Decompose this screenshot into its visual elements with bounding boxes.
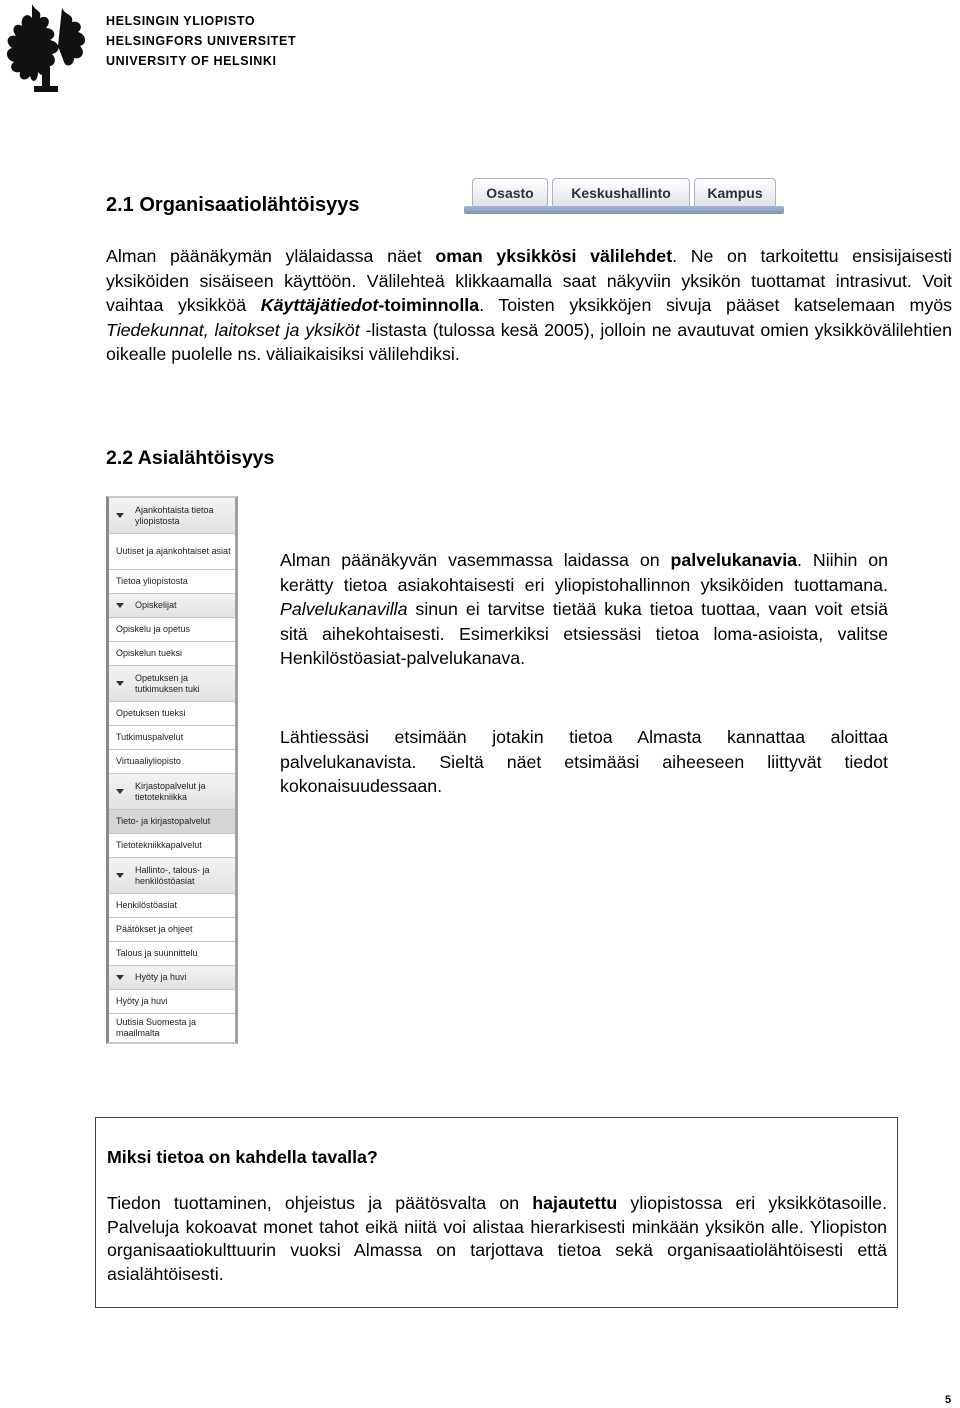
text-run-bold-italic: Käyttäjätiedot — [260, 295, 379, 315]
text-run: Tiedon tuottaminen, ohjeistus ja päätösvalta on — [107, 1193, 533, 1213]
text-run: sinun ei tarvitse tietää kuka tietoa tuottaa, vaan voit etsiä sitä aihekohtaisesti. Esimerkiksi etsiessäsi tietoa loma-asioista, valitse Henkilöstöasiat-palvelukanava. — [280, 599, 888, 668]
nav-item-active[interactable] — [109, 810, 235, 834]
chevron-down-icon — [116, 873, 124, 878]
info-box — [95, 1117, 898, 1308]
tab-kampus[interactable]: Kampus — [694, 178, 776, 206]
university-header — [0, 0, 297, 96]
chevron-down-icon — [116, 789, 124, 794]
nav-item-label: Hyöty ja huvi — [135, 972, 187, 982]
tab-keskushallinto[interactable]: Keskushallinto — [552, 178, 690, 206]
nav-item[interactable] — [109, 834, 235, 858]
tabs-underline-bar — [464, 206, 784, 214]
nav-item[interactable] — [109, 618, 235, 642]
section-heading-topic: 2.2 Asialähtöisyys — [106, 447, 275, 469]
nav-item[interactable] — [109, 702, 235, 726]
nav-item-label: Opetuksen ja tutkimuksen tuki — [135, 672, 200, 694]
nav-item-label: Henkilöstöasiat — [116, 900, 178, 910]
nav-item-label: Talous ja suunnittelu — [116, 948, 198, 958]
nav-item-label: Opiskelun tueksi — [116, 648, 183, 658]
nav-item-label: Tietotekniikkapalvelut — [116, 840, 202, 850]
nav-item[interactable] — [109, 750, 235, 774]
nav-item[interactable] — [109, 726, 235, 750]
text-run: Alman päänäkyvän vasemmassa laidassa on — [280, 550, 671, 570]
nav-item-label: Päätökset ja ohjeet — [116, 924, 193, 934]
nav-item-label: Tieto- ja kirjastopalvelut — [116, 816, 211, 826]
service-channel-menu-screenshot — [106, 496, 238, 1044]
chevron-down-icon — [116, 975, 124, 980]
logo-line-english: UNIVERSITY OF HELSINKI — [106, 54, 277, 68]
nav-item-label: Uutisia Suomesta ja maailmalta — [116, 1017, 197, 1038]
nav-item-label: Ajankohtaista tietoa yliopistosta — [135, 504, 214, 526]
nav-item-label: Virtuaaliyliopisto — [116, 756, 181, 766]
page-number: 5 — [945, 1394, 952, 1406]
section-heading-organisation: 2.1 Organisaatiolähtöisyys — [106, 194, 360, 216]
chevron-down-icon — [116, 681, 124, 686]
organisation-paragraph — [106, 244, 952, 367]
search-tip-paragraph: Lähtiessäsi etsimään jotakin tietoa Almasta kannattaa aloittaa palvelukanavista. Sieltä näet etsimääsi aiheeseen liittyvät tiedot kokonaisuudessaan. — [280, 727, 888, 796]
text-run: . Toisten yksikköjen sivuja pääset katselemaan myös — [479, 295, 952, 315]
text-run-bold: -toiminnolla — [378, 295, 480, 315]
nav-item[interactable] — [109, 894, 235, 918]
logo-line-finnish: HELSINGIN YLIOPISTO — [106, 14, 256, 28]
university-flame-logo-icon — [2, 2, 92, 94]
text-run: -listasta (tulossa kesä 2005), jolloin ne avautuvat omien yksikkövälilehtien oikealle puolelle ns. väliaikaisiksi välilehdiksi. — [106, 319, 952, 364]
text-run: . Niihin on kerätty tietoa asiakohtaisesti eri yliopistohallinnon yksiköiden tuottamana. — [280, 550, 888, 595]
nav-item[interactable] — [109, 966, 235, 990]
nav-item-label: Tietoa yliopistosta — [116, 576, 188, 586]
unit-tabs-screenshot — [464, 176, 784, 216]
nav-item-label: Opiskelu ja opetus — [116, 624, 191, 634]
nav-item-label: Uutiset ja ajankohtaiset asiat — [116, 546, 231, 556]
text-run-bold: palvelukanavia — [670, 550, 798, 570]
nav-item[interactable] — [109, 666, 235, 702]
nav-item-label: Kirjastopalvelut ja tietotekniikka — [135, 780, 206, 802]
nav-item[interactable] — [109, 570, 235, 594]
text-run-italic: Palvelukanavilla — [280, 599, 408, 619]
chevron-down-icon — [116, 513, 124, 518]
nav-item[interactable] — [109, 534, 235, 570]
nav-item[interactable] — [109, 990, 235, 1014]
nav-item[interactable] — [109, 918, 235, 942]
nav-item-label: Hyöty ja huvi — [116, 996, 168, 1006]
chevron-down-icon — [116, 603, 124, 608]
nav-item[interactable] — [109, 594, 235, 618]
nav-item[interactable] — [109, 774, 235, 810]
text-run: . Ne on tarkoitettu ensisijaisesti yksiköiden sisäiseen käyttöön. Välilehteä klikkaamalla saat näkyviin yksikön tuottamat intrasivut. Voit vaihtaa yksikköä — [106, 246, 952, 315]
nav-item[interactable] — [109, 858, 235, 894]
nav-item[interactable] — [109, 1014, 235, 1042]
logo-line-swedish: HELSINGFORS UNIVERSITET — [106, 34, 297, 48]
text-run-bold: oman yksikkösi välilehdet — [435, 246, 673, 266]
service-channel-paragraph — [280, 548, 888, 671]
text-run: yliopistossa eri yksikkötasoille. Palveluja kokoavat monet tahot eikä niitä voi alistaa hierarkisesti minkään yksikön alle. Yliopiston organisaatiokulttuurin vuoksi Almassa on tarjottava tietoa sekä organisaatiolähtöisesti että asialähtöisesti. — [107, 1193, 888, 1284]
info-box-text — [107, 1192, 887, 1286]
nav-item-label: Opiskelijat — [135, 600, 177, 610]
nav-item[interactable] — [109, 642, 235, 666]
text-run-bold: hajautettu — [532, 1193, 618, 1213]
nav-item-label: Hallinto-, talous- ja henkilöstöasiat — [135, 864, 210, 886]
text-run-italic: Tiedekunnat, laitokset ja yksiköt — [106, 319, 360, 340]
nav-item[interactable] — [109, 942, 235, 966]
tab-osasto[interactable]: Osasto — [472, 178, 548, 206]
text-run: Alman päänäkymän ylälaidassa näet — [106, 246, 436, 266]
info-box-title: Miksi tietoa on kahdella tavalla? — [107, 1147, 378, 1167]
nav-item[interactable] — [109, 498, 235, 534]
nav-item-label: Tutkimuspalvelut — [116, 732, 184, 742]
nav-item-label: Opetuksen tueksi — [116, 708, 186, 718]
